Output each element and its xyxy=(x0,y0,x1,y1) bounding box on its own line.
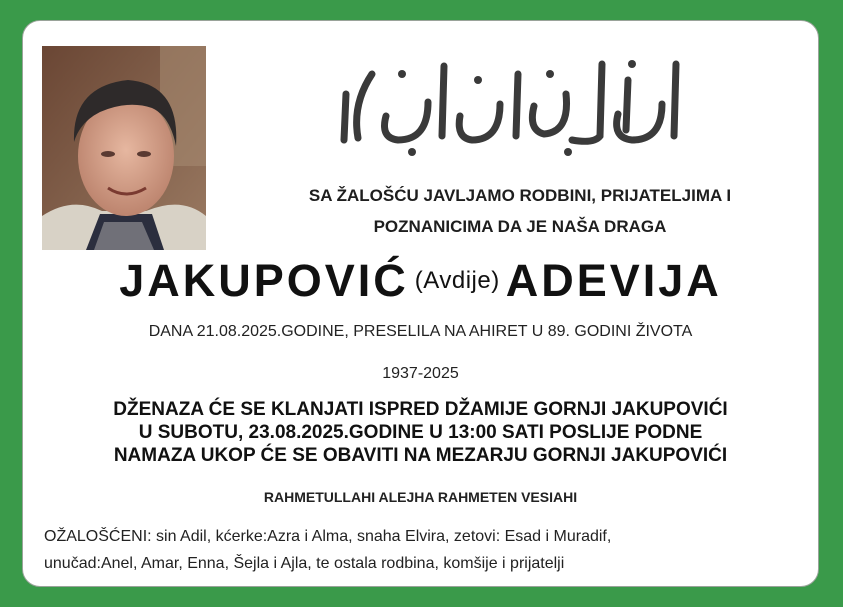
prayer-line: RAHMETULLAHI ALEJHA RAHMETEN VESIAHI xyxy=(263,489,578,505)
portrait-photo xyxy=(42,46,206,250)
intro-line-2: POZNANICIMA DA JE NAŠA DRAGA xyxy=(373,217,667,236)
mourners-line-1: OŽALOŠĆENI: sin Adil, kćerke:Azra i Alma, snaha Elvira, zetovi: Esad i Muradif, xyxy=(44,528,612,545)
funeral-line-3: NAMAZA UKOP ĆE SE OBAVITI NA MEZARJU GORNJI JAKUPOVIĆI xyxy=(113,445,728,466)
intro-text xyxy=(250,180,790,242)
deceased-name xyxy=(22,255,819,321)
intro-line-1: SA ŽALOŠĆU JAVLJAMO RODBINI, PRIJATELJIMA I xyxy=(308,186,732,205)
mourners-line-2: unučad:Anel, Amar, Enna, Šejla i Ajla, te ostala rodbina, komšije i prijatelji xyxy=(44,555,565,572)
death-date-line: DANA 21.08.2025.GODINE, PRESELILA NA AHIRET U 89. GODINI ŽIVOTA xyxy=(148,323,693,340)
first-name: ADEVIJA xyxy=(505,255,722,306)
funeral-line-2: U SUBOTU, 23.08.2025.GODINE U 13:00 SATI POSLIJE PODNE xyxy=(138,422,703,443)
surname: JAKUPOVIĆ xyxy=(119,255,409,306)
father-name: (Avdije) xyxy=(414,267,500,294)
life-years: 1937-2025 xyxy=(382,365,459,382)
arabic-calligraphy xyxy=(332,44,692,164)
mourners-list xyxy=(44,523,804,577)
funeral-details xyxy=(22,398,819,467)
funeral-line-1: DŽENAZA ĆE SE KLANJATI ISPRED DŽAMIJE GORNJI JAKUPOVIĆI xyxy=(113,399,728,420)
